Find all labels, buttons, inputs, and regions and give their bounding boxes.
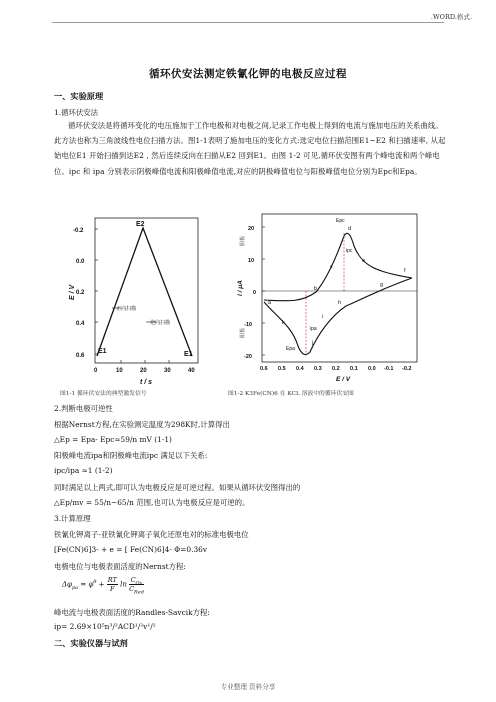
text-nernst-intro: 根据Nernst方程,在实验测定温度为298K时,计算得出	[54, 420, 230, 429]
subsection-reversibility: 2.判断电极可逆性	[54, 404, 113, 413]
fig2-epa-label: Epa	[286, 346, 295, 352]
document-title: 循环伏安法测定铁氰化钾的电极反应过程	[149, 68, 347, 80]
fig2-xtick: -0.2	[402, 366, 412, 372]
fig2-epc-label: Epc	[336, 218, 345, 224]
text-randles-sevcik-intro: 峰电流与电极表面活度的Randles-Savcik方程:	[54, 608, 210, 617]
equation-1-1: △Ep = Epa- Epc≈59/n mV (1-1)	[54, 435, 172, 444]
fig1-xtick: 10	[116, 368, 123, 374]
fig2-point-b: b	[314, 286, 318, 292]
fig1-reverse-label: 逆向扫描	[150, 320, 171, 326]
fig1-forward-label: 正向扫描	[116, 306, 137, 312]
fig1-xtick: 0	[94, 368, 98, 374]
text-peak-current-relation: 阳极峰电流ipa和阴极峰电流ipc 满足以下关系:	[54, 451, 208, 460]
fig2-xtick: 0.2	[332, 366, 340, 372]
equation-redox-couple: [Fe(CN)6]3- + e = [ Fe(CN)6]4- Φ=0.36v	[54, 545, 208, 554]
fig2-ipa-label: ipa	[310, 326, 317, 332]
fig2-frame	[262, 214, 417, 362]
fig1-xtick: 20	[140, 368, 147, 374]
fig2-ytick: -10	[244, 322, 252, 328]
fig2-xtick: 0.6	[260, 366, 268, 372]
header-rule	[52, 22, 444, 23]
fig2-point-d: d	[348, 226, 352, 232]
fig2-xtick: 0.0	[368, 366, 376, 372]
fig2-point-k: k	[282, 320, 285, 326]
text-reversible-range: △Ep/mv = 55/n~65/n 范围,也可认为电极反应是可逆的。	[54, 498, 250, 507]
figure-1-1-caption: 图1-1 循环伏安法的典型激发信号	[60, 391, 147, 397]
text-nernst-equation-intro: 电极电位与电极表面活度的Nernst方程:	[54, 562, 186, 571]
fig2-point-c: c	[330, 264, 333, 270]
paragraph-cv-intro: 循环伏安法是将循环变化的电压施加于工作电极和对电极之间,记录工作电极上得到的电流与施加电压的关系曲线。此方法也称为三角波线性电位扫描方法。图1-1表明了施加电压的变化方式:选定电位扫描范围E1~E2 和扫描速率, 从起始电位E1 开始扫描到达E2 , 然后连续反向在扫描从E2 回到E1。由图 1-2 可见,循环伏安图有两个峰电流和两个峰电位。ipc 和 ipa 分别表示阴极峰值电流和阳极峰值电流,对应的阴极峰值电位与阳极峰值电位分别为Epc和Epa。	[54, 121, 446, 176]
fig2-anodic-label: 阳极	[240, 327, 246, 338]
fig1-e2-label: E2	[136, 221, 145, 228]
fig2-anodic-curve	[264, 278, 412, 354]
fig2-point-i: i	[322, 314, 324, 320]
fig1-frame	[95, 218, 198, 363]
fig2-point-e: e	[362, 258, 366, 264]
equation-randles-sevcik: ip= 2.69×10⁵n³/²ACD¹/²v¹/²	[54, 622, 156, 631]
fig1-ytick: -0.2	[73, 228, 84, 234]
fig1-ytick: 0.0	[76, 259, 85, 265]
fig2-ylabel: I / μA	[237, 280, 244, 296]
fig1-ytick: 0.4	[76, 321, 85, 327]
figure-cyclic-voltammogram	[226, 206, 426, 386]
equation-1-2: ipc/ipa ≈1 (1-2)	[54, 466, 113, 475]
fig2-xtick: -0.1	[384, 366, 394, 372]
subsection-calculation: 3.计算原理	[54, 514, 91, 523]
fig2-ytick: 20	[248, 226, 255, 232]
fig1-xtick: 30	[164, 368, 171, 374]
fig1-e1-left: E1	[98, 348, 107, 355]
fig2-xtick: 0.1	[350, 366, 358, 372]
fig2-ipc-label: ipc	[346, 248, 353, 254]
fig2-xtick: 0.3	[314, 366, 322, 372]
section-heading-instruments: 二、实验仪器与试剂	[54, 638, 128, 648]
fig1-triangle-wave	[97, 228, 192, 356]
fig2-point-h: h	[338, 300, 342, 306]
figure-excitation-signal	[64, 206, 214, 386]
fig1-e1-right: E1	[184, 351, 193, 358]
fig1-xlabel: t / s	[140, 379, 153, 386]
page-footer: 专业整理 资料分享	[220, 683, 276, 691]
subsection-cv: 1.循环伏安法	[54, 108, 99, 117]
fig2-point-j: j	[312, 340, 314, 346]
fig2-ytick: 0	[253, 290, 257, 296]
fig1-ytick: 0.6	[76, 353, 85, 359]
page-header: .WORD.格式.	[430, 13, 472, 21]
fig2-xtick: 0.5	[278, 366, 286, 372]
figure-1-2-caption: 图1-2 K3Fe(CN)6 在 KCL 溶液中的循环伏安图	[228, 391, 354, 397]
fig2-point-g: g	[380, 282, 384, 288]
fig1-xtick: 40	[188, 368, 195, 374]
fig1-ytick: 0.2	[76, 290, 85, 296]
fig2-point-f: f	[404, 268, 406, 274]
text-standard-potential: 铁氰化钾离子-亚铁氰化钾离子氧化还原电对的标准电极电位	[54, 530, 249, 539]
fig2-xlabel: E / V	[336, 376, 351, 383]
fig2-point-a: a	[268, 300, 272, 306]
fig2-ytick: -20	[244, 354, 252, 360]
fig1-ylabel: E / V	[69, 284, 76, 300]
text-reversible-condition: 同时满足以上两式,即可认为电极反应是可逆过程。如果从循环伏安图得出的	[54, 483, 301, 492]
fig2-cathodic-curve	[264, 233, 412, 301]
fig2-cathodic-label: 阴极	[240, 235, 246, 246]
equation-nernst: $\Delta\varphi_{pa} = \varphi^\theta$ + $\frac{RT}{F}$ ln $C_{Ox}$ $C_{Red}$	[62, 576, 144, 596]
fig2-xtick: 0.4	[296, 366, 304, 372]
section-heading-principle: 一、实验原理	[54, 91, 104, 101]
fig2-ytick: 10	[248, 258, 255, 264]
